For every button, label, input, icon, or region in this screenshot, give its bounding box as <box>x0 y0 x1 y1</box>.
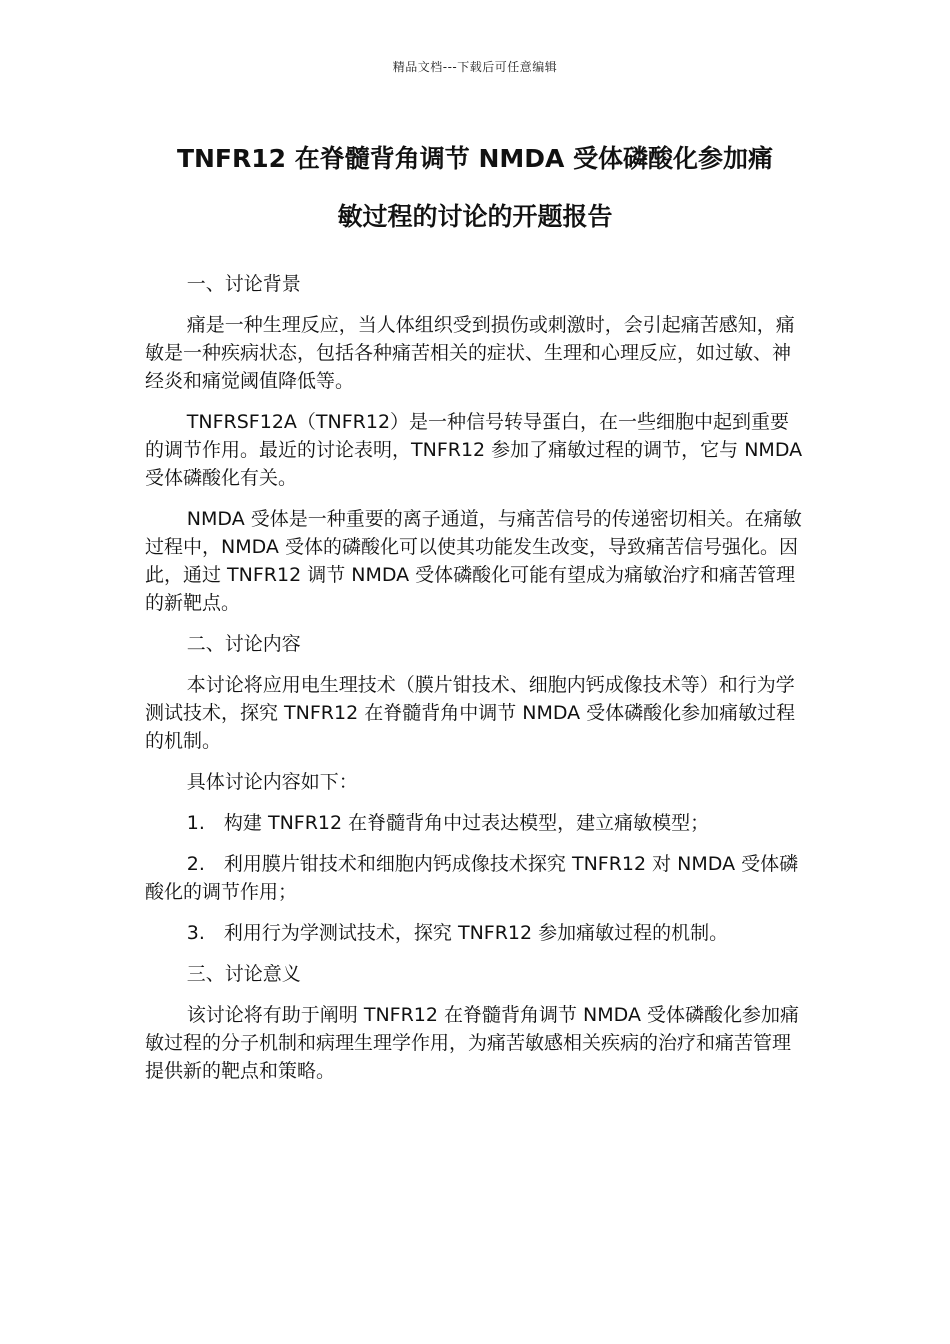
section-heading-background: 一、讨论背景 <box>186 273 301 295</box>
document-title <box>120 130 830 246</box>
list-item-3: 3. 利用行为学测试技术，探究 TNFR12 参加痛敏过程的机制。 <box>186 922 729 944</box>
section-heading-content: 二、讨论内容 <box>186 633 301 655</box>
title-line-1: TNFR12 在脊髓背角调节 NMDA 受体磷酸化参加痛 <box>176 144 774 173</box>
section-heading-significance: 三、讨论意义 <box>186 963 301 985</box>
header-note: 精品文档---下载后可任意编辑 <box>392 60 558 74</box>
paragraph-details-intro: 具体讨论内容如下： <box>186 771 358 793</box>
paragraph-pain-definition: 痛是一种生理反应，当人体组织受到损伤或刺激时，会引起痛苦感知，痛敏是一种疾病状态，包括各种痛苦相关的症状、生理和心理反应，如过敏、神经炎和痛觉阈值降低等。 <box>145 314 795 392</box>
paragraph-nmda: NMDA 受体是一种重要的离子通道，与痛苦信号的传递密切相关。在痛敏过程中，NMDA 受体的磷酸化可以使其功能发生改变，导致痛苦信号强化。因此，通过 TNFR12 调节 NMDA 受体磷酸化可能有望成为痛敏治疗和痛苦管理的新靶点。 <box>145 508 802 614</box>
document-body <box>145 270 807 1098</box>
paragraph-tnfr12: TNFRSF12A（TNFR12）是一种信号转导蛋白，在一些细胞中起到重要的调节作用。最近的讨论表明，TNFR12 参加了痛敏过程的调节，它与 NMDA 受体磷酸化有关。 <box>145 411 803 489</box>
paragraph-methods: 本讨论将应用电生理技术（膜片钳技术、细胞内钙成像技术等）和行为学测试技术，探究 TNFR12 在脊髓背角中调节 NMDA 受体磷酸化参加痛敏过程的机制。 <box>145 674 796 752</box>
list-item-1: 1. 构建 TNFR12 在脊髓背角中过表达模型，建立痛敏模型； <box>186 812 710 834</box>
paragraph-significance: 该讨论将有助于阐明 TNFR12 在脊髓背角调节 NMDA 受体磷酸化参加痛敏过程的分子机制和病理生理学作用，为痛苦敏感相关疾病的治疗和痛苦管理提供新的靶点和策略。 <box>145 1004 799 1082</box>
title-line-2: 敏过程的讨论的开题报告 <box>337 202 613 231</box>
list-item-2: 2. 利用膜片钳技术和细胞内钙成像技术探究 TNFR12 对 NMDA 受体磷酸化的调节作用； <box>145 853 799 903</box>
